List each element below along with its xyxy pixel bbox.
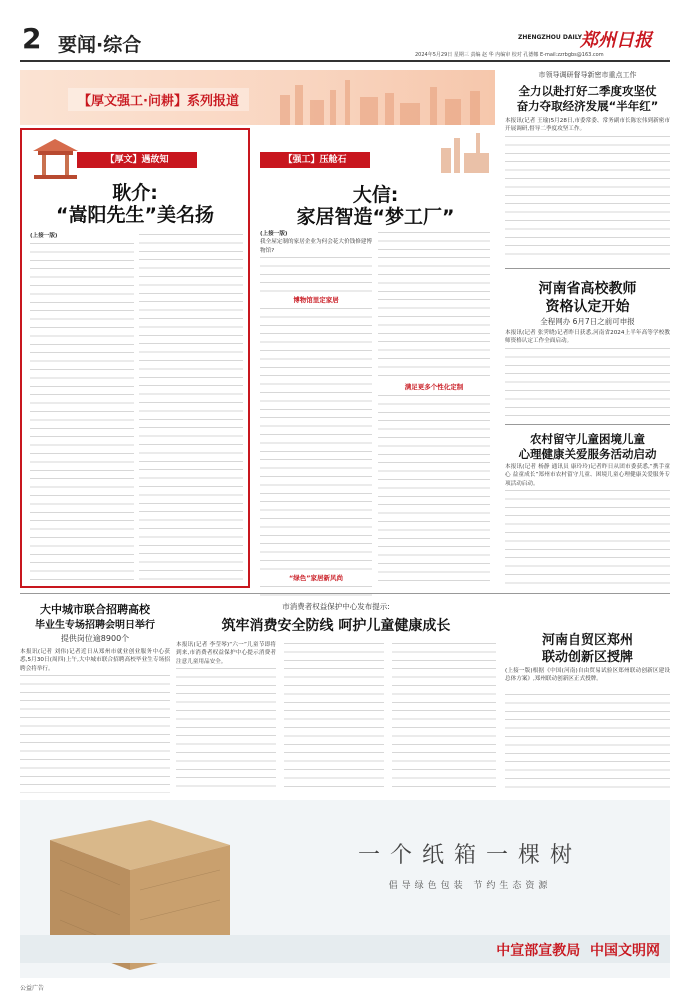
date-line: 2024年5月29日 星期三 责编 赵 华 内编审 校对 孔德娜 E-mail:zzrbgbs@163.com — [415, 52, 604, 58]
public-service-ad — [20, 800, 670, 978]
paper-en-name: ZHENGZHOU DAILY — [518, 34, 582, 41]
divider — [505, 424, 670, 425]
recruit-title-line1: 大中城市联合招聘高校 — [40, 603, 150, 616]
section-title: 要闻·综合 — [58, 34, 142, 56]
consumer-kicker: 市消费者权益保护中心发布提示: — [282, 602, 390, 611]
ftz-body — [505, 692, 670, 794]
right-kicker: 【强工】压舱石 — [260, 152, 370, 168]
cityscape-icon — [270, 75, 495, 125]
economy-kicker: 市领导调研督导新密市重点工作 — [538, 71, 637, 79]
consumer-article — [176, 597, 496, 797]
right-dateline: (上接一版) — [260, 231, 288, 237]
feature-block — [20, 70, 495, 590]
right-title-line2: 家居智造“梦工厂” — [296, 206, 455, 228]
teacher-body — [505, 346, 670, 420]
economy-body — [505, 134, 670, 262]
industrial-icon — [436, 128, 495, 173]
left-title-line2: “嵩阳先生”美名扬 — [56, 204, 214, 226]
subhead-museum: 博物馆里定家居 — [293, 296, 339, 305]
ad-headline: 一个纸箱一棵树 — [357, 843, 582, 868]
right-article — [256, 128, 495, 588]
recruit-article — [20, 597, 170, 797]
economy-dateline: 本报讯(记者 王瑜)5月28日,市委常委、常务副市长陈宏伟到新密市开展调研,督导二季度攻坚工作。 — [505, 118, 670, 133]
economy-article — [505, 70, 670, 265]
left-kicker: 【厚文】遇故知 — [77, 152, 197, 168]
rural-body — [505, 488, 670, 584]
page-number: 2 — [22, 22, 42, 55]
consumer-body-col2 — [284, 641, 384, 793]
left-body-col1 — [30, 241, 134, 581]
ftz-article — [505, 597, 670, 797]
pavilion-icon — [28, 136, 83, 181]
teacher-dateline: 本报讯(记者 张霁晓)记者昨日获悉,河南省2024上半年高等学校教师资格认定工作全面启动。 — [505, 330, 670, 345]
right-body-col1 — [260, 230, 372, 585]
divider — [505, 268, 670, 269]
rural-dateline: 本报讯(记者 杨静 通讯员 康玲玲)记者昨日从团市委获悉,“携手童心 益童成长”郑州市农村留守儿童、困境儿童心理健康关爱服务专项活动启动。 — [505, 464, 670, 487]
rural-title-line1: 农村留守儿童困境儿童 — [530, 432, 645, 446]
teacher-subtitle: 全程网办 6月7日之前可申报 — [540, 317, 635, 326]
ftz-title-line1: 河南自贸区郑州 — [541, 633, 633, 648]
rural-title-line2: 心理健康关爱服务活动启动 — [518, 447, 657, 461]
consumer-body-col1 — [176, 666, 276, 793]
recruit-title-line2: 毕业生专场招聘会明日举行 — [35, 620, 155, 631]
banner-label: 【厚文强工·问耕】系列报道 — [68, 88, 249, 111]
subhead-green: “绿色”家居新风尚 — [288, 574, 344, 583]
rural-article — [505, 427, 670, 587]
recruit-dateline: 本报讯(记者 刘伟)记者近日从郑州市就业创业服务中心获悉,5月30日(周四)上午,大中城市联合招聘高校毕业生专场招聘会将举行。 — [20, 649, 170, 672]
subhead-custom: 满足更多个性化定制 — [404, 383, 464, 391]
teacher-title-line1: 河南省高校教师 — [538, 281, 637, 297]
recruit-subtitle: 提供岗位逾8900个 — [60, 634, 130, 643]
teacher-title-line2: 资格认定开始 — [545, 299, 630, 315]
masthead-rule — [20, 60, 670, 62]
teacher-article — [505, 272, 670, 422]
ad-footer: 中宣部宣教局 中国文明网 — [496, 943, 660, 959]
ad-slogan: 倡导绿色包装 节约生态资源 — [388, 881, 552, 891]
economy-title-line2: 奋力夺取经济发展“半年红” — [516, 99, 659, 113]
left-dateline: (上接一版) — [30, 233, 58, 239]
consumer-dateline: 本报讯(记者 李莹琴)“六一”儿童节即将到来,市消费者权益保护中心提示消费者注意儿童用品安全。 — [176, 642, 276, 665]
left-article-frame — [20, 128, 250, 588]
paper-logo: 郑州日报 — [580, 30, 652, 51]
right-title-line1: 大信: — [352, 184, 399, 206]
left-body-col2 — [139, 232, 243, 581]
economy-title-line1: 全力以赴打好二季度攻坚仗 — [518, 84, 657, 98]
right-first-paragraph: 我全屋定制的家居企业为何会花大价钱修建博物馆? — [260, 239, 372, 254]
ad-label: 公益广告 — [20, 985, 45, 992]
left-title-line1: 耿介: — [112, 182, 158, 204]
masthead — [0, 0, 690, 62]
feature-banner — [20, 70, 495, 125]
ftz-title-line2: 联动创新区授牌 — [541, 650, 633, 665]
right-body-col2 — [378, 230, 490, 585]
row-divider — [20, 593, 670, 594]
recruit-body — [20, 673, 170, 793]
consumer-title: 筑牢消费安全防线 呵护儿童健康成长 — [221, 618, 451, 634]
consumer-body-col3 — [392, 641, 496, 793]
ftz-dateline: (上接一版)根据《中国(河南)自由贸易试验区郑州联动创新区建设总体方案》,郑州联动创新区正式授牌。 — [505, 668, 670, 683]
